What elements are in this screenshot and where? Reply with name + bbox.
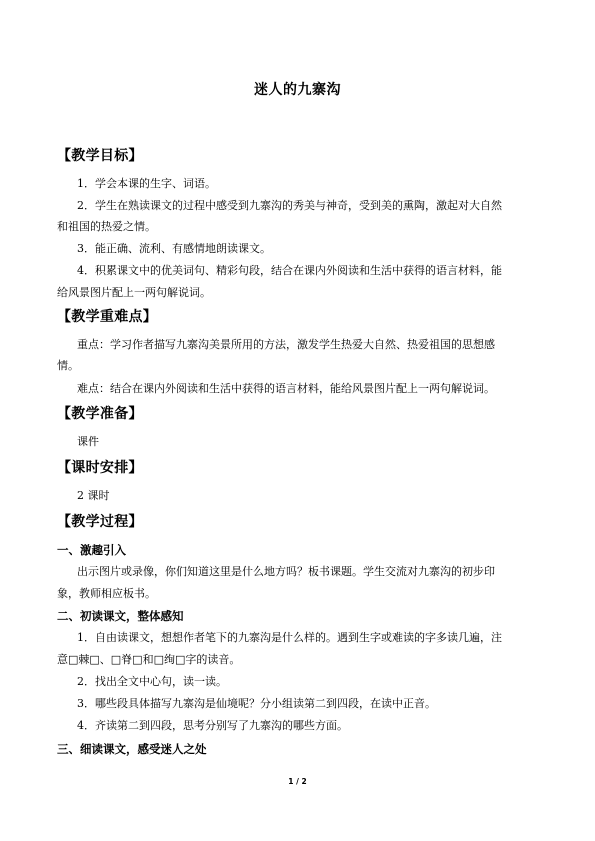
section-heading-process: 【教学过程】 [57, 514, 143, 530]
process-part-2-line-3: 2．找出全文中心句，读一读。 [77, 675, 227, 688]
goal-item-4-cont: 给风景图片配上一两句解说词。 [57, 286, 211, 299]
section-heading-schedule: 【课时安排】 [57, 460, 143, 476]
process-part-2-line-5: 4．齐读第二到四段，思考分别写了九寨沟的哪些方面。 [77, 719, 348, 732]
process-part-2-line-2: 意□棘□、□脊□和□绚□字的读音。 [57, 653, 241, 666]
goal-item-2-cont: 和祖国的热爱之情。 [57, 220, 156, 233]
section-heading-preparation: 【教学准备】 [57, 406, 143, 422]
process-part-1-heading: 一、激趣引入 [57, 543, 126, 557]
process-part-2-line-1: 1．自由读课文，想想作者笔下的九寨沟是什么样的。遇到生字或难读的字多读几遍，注 [77, 631, 502, 644]
process-part-2-line-4: 3．哪些段具体描写九寨沟是仙境呢？分小组读第二到四段，在读中正音。 [77, 697, 436, 710]
process-part-1-line-1: 出示图片或录像，你们知道这里是什么地方吗？板书课题。学生交流对九寨沟的初步印 [77, 565, 495, 578]
section-heading-key-points: 【教学重难点】 [57, 309, 158, 325]
goal-item-2: 2．学生在熟读课文的过程中感受到九寨沟的秀美与神奇，受到美的熏陶，激起对大自然 [77, 199, 502, 212]
goal-item-3: 3．能正确、流利、有感情地朗读课文。 [77, 242, 271, 255]
goal-item-4: 4．积累课文中的优美词句、精彩句段，结合在课内外阅读和生活中获得的语言材料，能 [77, 264, 502, 277]
section-heading-goals: 【教学目标】 [57, 148, 143, 164]
process-part-3-heading: 三、细读课文，感受迷人之处 [57, 742, 207, 756]
key-point-difficulty: 难点：结合在课内外阅读和生活中获得的语言材料，能给风景图片配上一两句解说词。 [77, 382, 495, 395]
key-point-focus-cont: 情。 [57, 359, 79, 372]
document-title: 迷人的九寨沟 [254, 82, 341, 98]
preparation-text: 课件 [77, 435, 99, 448]
schedule-text: 2 课时 [77, 489, 110, 502]
process-part-1-line-2: 象，教师相应板书。 [57, 587, 156, 600]
key-point-focus: 重点：学习作者描写九寨沟美景所用的方法，激发学生热爱大自然、热爱祖国的思想感 [77, 338, 495, 351]
process-part-2-heading: 二、初读课文，整体感知 [57, 609, 184, 623]
page-number: 1 / 2 [288, 777, 307, 786]
goal-item-1: 1．学会本课的生字、词语。 [77, 177, 216, 190]
